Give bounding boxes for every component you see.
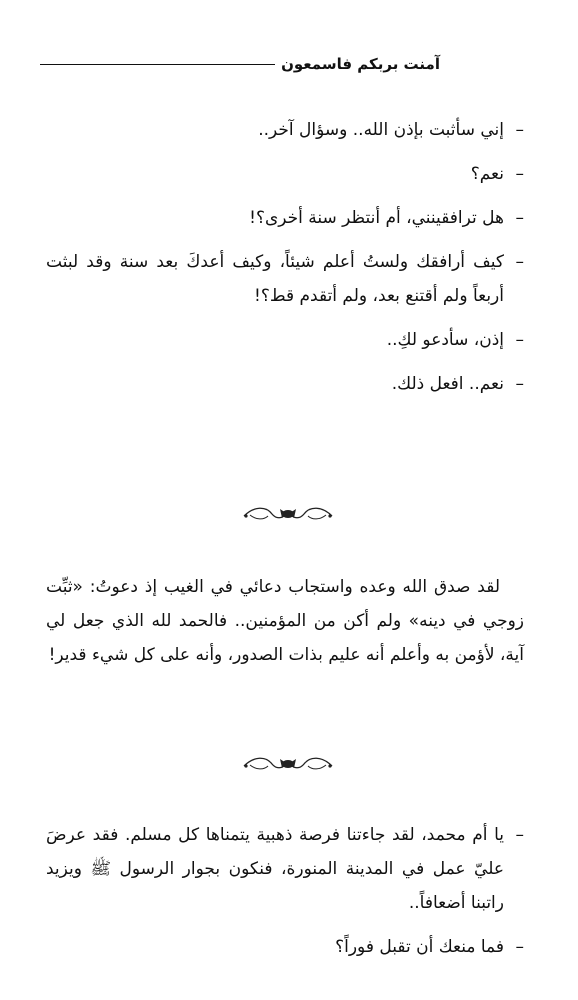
dash-marker: – — [515, 937, 524, 957]
dash-marker: – — [515, 208, 524, 228]
dialogue-line — [46, 245, 524, 313]
dialogue-text: فما منعك أن تقبل فوراً؟ — [335, 937, 504, 957]
dialogue-line — [46, 367, 524, 401]
header-title: آمنت بربكم فاسمعون — [281, 55, 440, 73]
dash-marker: – — [515, 825, 524, 845]
dialogue-text: إني سأثبت بإذن الله.. وسؤال آخر.. — [258, 120, 504, 140]
dash-marker: – — [515, 374, 524, 394]
narrative-paragraph: لقد صدق الله وعده واستجاب دعائي في الغيب إذ دعوتُ: «ثبِّت زوجي في دينه» ولم أكن من المؤمنين.. فالحمد لله الذي جعل لي آية، لأؤمن به وأعلم أنه عليم بذات الصدور، وأنه على كل شيء قدير! — [46, 577, 524, 665]
dialogue-text: نعم؟ — [470, 164, 504, 184]
floral-divider-icon — [240, 752, 336, 776]
dialogue-line — [46, 113, 524, 147]
dash-marker: – — [515, 164, 524, 184]
dialogue-text: هل ترافقينني، أم أنتظر سنة أخرى؟! — [249, 208, 504, 228]
dash-marker: – — [515, 120, 524, 140]
dialogue-line — [46, 818, 524, 920]
dialogue-section-1 — [46, 113, 524, 401]
dialogue-text: إذن، سأدعو لكِ.. — [386, 330, 504, 350]
running-header — [40, 52, 440, 76]
dash-marker: – — [515, 252, 524, 272]
floral-divider-icon — [240, 502, 336, 526]
dialogue-section-3 — [46, 818, 524, 964]
dialogue-line — [46, 930, 524, 964]
dialogue-line — [46, 201, 524, 235]
dialogue-text: نعم.. افعل ذلك. — [391, 374, 504, 394]
dialogue-text: كيف أرافقك ولستُ أعلم شيئاً، وكيف أعدكَ بعد سنة وقد لبثت أربعاً ولم أقتنع بعد، ولم أتقدم قط؟! — [46, 252, 504, 306]
dialogue-line — [46, 157, 524, 191]
dash-marker: – — [515, 330, 524, 350]
dialogue-line — [46, 323, 524, 357]
header-rule — [40, 64, 275, 65]
dialogue-text: يا أم محمد، لقد جاءتنا فرصة ذهبية يتمناها كل مسلم. فقد عرضَ عليّ عمل في المدينة المنورة، فنكون بجوار الرسول ﷺ ويزيد راتبنا أضعافاً.. — [46, 825, 504, 913]
